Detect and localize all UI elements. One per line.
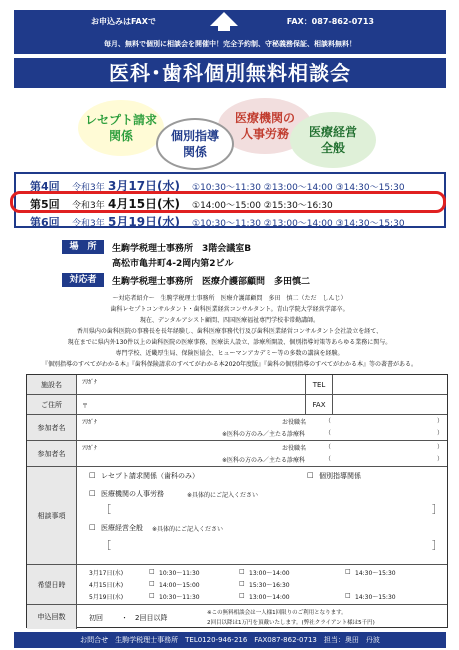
date-option-time: 13:00～14:00 (249, 570, 290, 577)
fee-note-2: 2回目以降は1万円を頂戴いたします。(弊社クライアント様は5千円) (207, 620, 375, 626)
bracket: ） (437, 444, 444, 451)
session-times: ①10:30～11:30 ②13:00～14:00 ③14:30～15:30 (192, 183, 405, 193)
participant-row-1 (27, 415, 447, 441)
intro-line: 現在までに県内外130件以上の歯科医院の医療事務、医療法人設立、診療所開設、個別指導対策等あらゆる業務に関与。 (67, 339, 392, 346)
session-date: 3月17日(水) (108, 179, 181, 193)
bracket: （ (325, 444, 332, 451)
fax-label: FAX (305, 395, 333, 414)
consult-label: 相談事項 (27, 467, 77, 564)
session-times: ①14:00～15:00 ②15:30～16:30 (192, 201, 333, 211)
intro-line: 歯科レセプトコンサルタント・歯科医業経営コンサルタント。青山学院大学経営学部卒。 (110, 306, 349, 313)
date-label: 希望日時 (27, 565, 77, 604)
session-date: 5月19日(水) (108, 215, 181, 229)
intro-line: 専門学校、近畿厚生局、保険医協会、ヒューマンアカデミー等の多数の講演を経験。 (115, 350, 344, 357)
bracket: ］ (432, 505, 442, 516)
checkbox-slot[interactable]: □ (239, 592, 245, 599)
intro-line: 香川県内の歯科医院の事務長を長年経験し、歯科医療事務代行及び歯科医業経営コンサルタント会社設立を経て、 (76, 328, 383, 335)
date-option-time: 13:00～14:00 (249, 594, 290, 601)
clinic-row (27, 375, 447, 395)
bracket: ］ (432, 541, 442, 552)
doctor-note: ※医科の方のみ／主たる診療科 (222, 431, 306, 438)
date-row (27, 565, 447, 605)
venue-line2: 高松市亀井町4-2岡内第2ビル (112, 259, 234, 269)
date-option-time: 15:30～16:30 (249, 582, 290, 589)
participant-row-2 (27, 441, 447, 467)
schedule-row (30, 213, 430, 229)
option-management: 医療経営全般 (101, 524, 143, 532)
page-title: 医科･歯科個別無料相談会 (14, 58, 446, 88)
repeat-visit-option[interactable]: 2回目以降 (135, 614, 168, 622)
topic-guidance (156, 118, 234, 170)
counselor-label: 対応者 (62, 273, 104, 287)
checkbox-slot[interactable]: □ (149, 580, 155, 587)
topic-line: 全般 (320, 141, 345, 155)
application-form (26, 374, 448, 628)
intro-line: 『個別指導のすべてがわかる本』『歯科保険請求のすべてがわかる本2020年度版』『歯科の個別指導のすべてがわかる本』等の著書がある。 (42, 361, 417, 368)
checkbox-slot[interactable]: □ (149, 568, 155, 575)
checkbox-receipt[interactable]: □ (89, 471, 96, 479)
topic-line: 関係 (182, 145, 207, 159)
topic-line: 人事労務 (240, 127, 289, 141)
fee-note-1: ※この無料相談会は一人様1回限りのご利用となります。 (207, 610, 347, 616)
date-option-date: 5月19日(水) (89, 594, 124, 601)
bracket: ［ (101, 505, 111, 516)
option-hr: 医療機関の人事労務 (101, 490, 164, 498)
session-era: 令和3年 (72, 201, 105, 211)
address-row (27, 395, 447, 415)
bracket: （ (325, 430, 332, 437)
bracket: ［ (101, 541, 111, 552)
arrow-stem (218, 25, 230, 31)
session-number: 第6回 (30, 216, 60, 229)
venue-line1: 生駒学税理士事務所 3階会議室B (112, 244, 252, 254)
participant-label: 参加者名 (27, 441, 77, 466)
option-guidance: 個別指導関係 (319, 472, 361, 480)
arrow-up-icon (210, 12, 238, 26)
tel-label: TEL (305, 375, 333, 394)
fax-number: FAX：087-862-0713 (286, 17, 374, 26)
topic-line: 関係 (108, 129, 133, 143)
option-management-note: ※具体的にご記入ください (152, 526, 224, 533)
title-label: お役職名 (282, 419, 307, 426)
highlight-outline (10, 191, 446, 213)
checkbox-slot[interactable]: □ (239, 580, 245, 587)
venue-label: 場 所 (62, 240, 104, 254)
management-details-input[interactable] (111, 537, 431, 551)
promo-text: 毎月、無料で個別に相談会を開催中！完全予約制、守秘義務保証、相談料無料！ (104, 40, 356, 48)
top-banner (14, 10, 446, 54)
option-receipt: レセプト請求関係（歯科のみ） (101, 472, 199, 480)
apply-by-fax: お申込みはFAXで (91, 17, 156, 26)
checkbox-management[interactable]: □ (89, 523, 96, 531)
bracket: ） (437, 456, 444, 463)
topic-line: レセプト請求 (84, 113, 157, 127)
furigana-label: ﾌﾘｶﾞﾅ (82, 379, 98, 386)
checkbox-slot[interactable]: □ (345, 592, 351, 599)
session-era: 令和3年 (72, 183, 105, 193)
first-visit-option[interactable]: 初回 (89, 614, 103, 622)
hr-details-input[interactable] (111, 501, 431, 515)
date-option-time: 10:30～11:30 (159, 570, 200, 577)
address-input[interactable] (93, 397, 303, 413)
bracket: ） (437, 418, 444, 425)
title-label: お役職名 (282, 445, 307, 452)
bracket: （ (325, 418, 332, 425)
checkbox-slot[interactable]: □ (149, 592, 155, 599)
checkbox-hr[interactable]: □ (89, 489, 96, 497)
session-era: 令和3年 (72, 219, 105, 229)
doctor-note: ※医科の方のみ／主たる診療科 (222, 457, 306, 464)
footer-contact: お問合せ 生駒学税理士事務所 TEL0120-946-216 FAX087-862-0713 担当：奥田 丹波 (14, 632, 446, 648)
date-option-date: 3月17日(水) (89, 570, 124, 577)
counselor-text: 生駒学税理士事務所 医療介護部顧問 多田慎二 (112, 277, 311, 287)
furigana-label: ﾌﾘｶﾞﾅ (82, 419, 98, 426)
date-option-time: 14:30～15:30 (355, 594, 396, 601)
session-number: 第5回 (30, 198, 60, 211)
session-times: ①10:30～11:30 ②13:00～14:00 ③14:30～15:30 (192, 219, 405, 229)
checkbox-slot[interactable]: □ (345, 568, 351, 575)
address-label: ご住所 (27, 395, 77, 414)
fax-input[interactable] (337, 397, 445, 413)
bracket: ） (437, 430, 444, 437)
date-option-time: 14:00～15:00 (159, 582, 200, 589)
topic-line: 個別指導 (170, 129, 219, 143)
clinic-input[interactable] (83, 379, 303, 393)
clinic-label: 施設名 (27, 375, 77, 394)
topic-management (290, 112, 376, 168)
session-number: 第4回 (30, 180, 60, 193)
times-label: 申込回数 (27, 605, 77, 629)
participant-label: 参加者名 (27, 415, 77, 440)
tel-input[interactable] (337, 377, 445, 393)
checkbox-slot[interactable]: □ (239, 568, 245, 575)
bracket: （ (325, 456, 332, 463)
postal-mark: 〒 (82, 403, 89, 410)
intro-line: ～対応者紹介～ 生駒学税理士事務所 医療介護部顧問 多田 慎二（ただ しんじ） (112, 295, 347, 302)
times-row (27, 605, 447, 629)
topic-line: 医療経営 (308, 125, 357, 139)
session-date: 4月15日(木) (108, 197, 181, 211)
topic-line: 医療機関の (234, 111, 295, 125)
separator-dot: ・ (121, 614, 128, 622)
consult-row (27, 467, 447, 565)
date-option-time: 14:30～15:30 (355, 570, 396, 577)
intro-line: 現在、デンタルアシスト顧問、四国医療福祉専門学校非常勤講師。 (139, 317, 320, 324)
topic-receipt (78, 100, 164, 156)
furigana-label: ﾌﾘｶﾞﾅ (82, 445, 98, 452)
date-option-date: 4月15日(木) (89, 582, 124, 589)
option-hr-note: ※具体的にご記入ください (187, 492, 259, 499)
checkbox-guidance[interactable]: □ (307, 471, 314, 479)
date-option-time: 10:30～11:30 (159, 594, 200, 601)
